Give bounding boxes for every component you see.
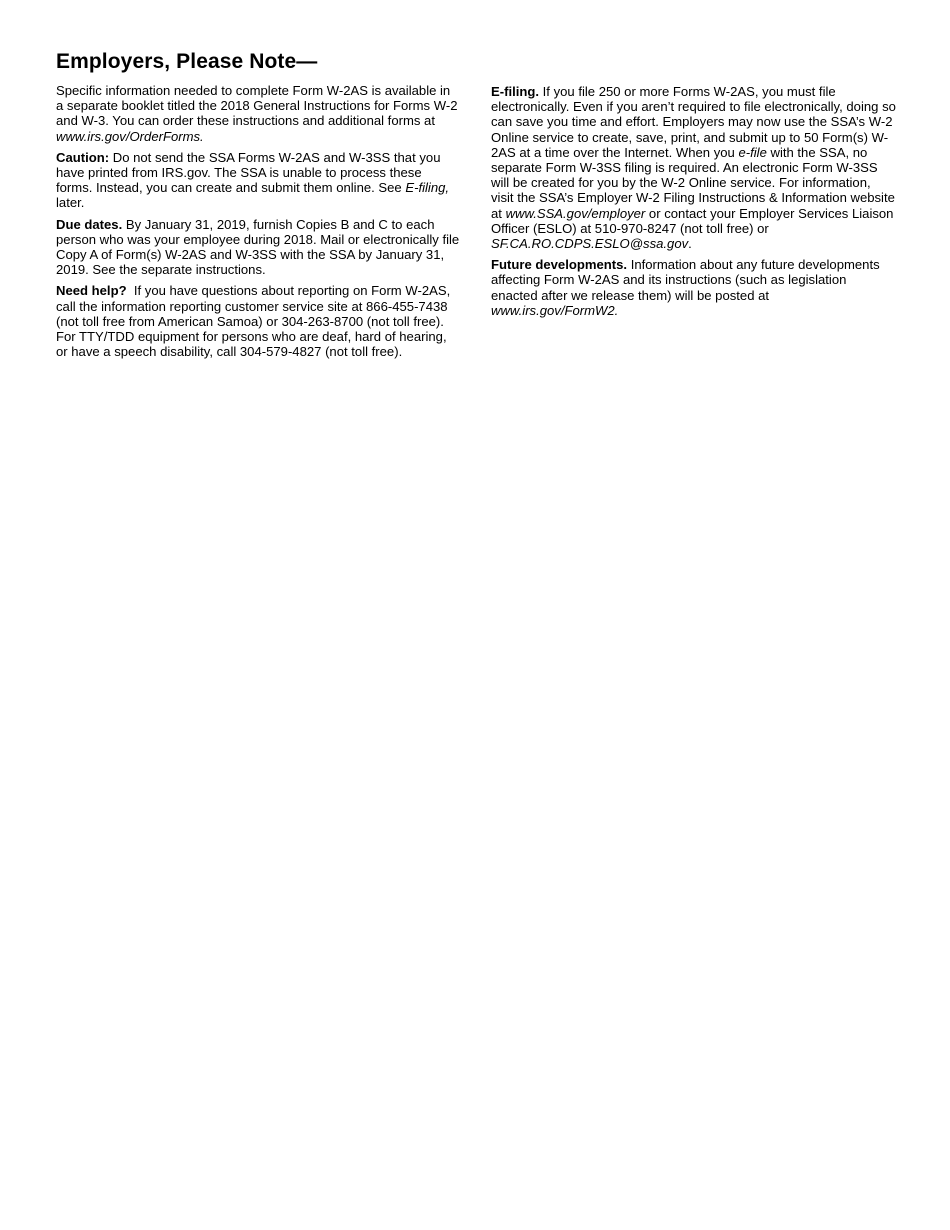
paragraph-text: later. [56, 195, 85, 211]
paragraph-text: or contact your Employer Services Liaison Officer (ESLO) at 510-970-8247 (not toll free) or [491, 205, 894, 236]
paragraph-text: By January 31, 2019, furnish Copies B and C to each person who was your employee during 2018. Mail or electronically file Copy A of Form(s) W-2AS and W-3SS with the SSA by January 31, 2019. See the separate instructions. [56, 216, 460, 278]
paragraph-heading: Caution: [56, 149, 110, 165]
paragraph-heading: Future developments. [491, 257, 628, 273]
order-forms-url: www.irs.gov/OrderForms. [56, 128, 204, 144]
paragraph-text: Specific information needed to complete Form W-2AS is available in a separate booklet titled the 2018 General Instructions for Forms W-2 and W-3. You can order these instructions and additional forms at [56, 83, 458, 129]
paragraph-text: . [688, 236, 692, 252]
paragraph-text: Information about any future developments affecting Form W-2AS and its instructions (such as legislation enacted after we release them) will be posted at [491, 257, 880, 303]
paragraph-text: Do not send the SSA Forms W-2AS and W-3SS that you have printed from IRS.gov. The SSA is unable to process these forms. Instead, you can create and submit them online. See [56, 149, 441, 196]
e-file-term: e-file [738, 144, 767, 160]
paragraph-caution [56, 150, 461, 211]
paragraph-heading: E-filing. [491, 84, 540, 99]
form-w2-url: www.irs.gov/FormW2. [491, 302, 619, 318]
paragraph-future-developments [491, 257, 896, 318]
paragraph-due-dates [56, 217, 461, 278]
paragraph-e-filing [491, 84, 896, 251]
left-column [56, 83, 461, 365]
paragraph-text: with the SSA, no separate Form W-3SS filing is required. An electronic Form W-3SS will be created for you by the W-2 Online service. For information, visit the SSA’s Employer W-2 Filing Instructions & Information website at [491, 144, 895, 221]
ssa-employer-url: www.SSA.gov/employer [505, 205, 646, 221]
paragraph-text: If you file 250 or more Forms W-2AS, you must file electronically. Even if you aren’t required to file electronically, doing so can save you time and effort. Employers may now use the SSA’s W-2 Online service to create, save, print, and submit up to 50 Form(s) W-2AS at a time over the Internet. When you [491, 84, 896, 160]
paragraph-heading: Due dates. [56, 216, 123, 232]
e-filing-reference: E-filing, [405, 180, 450, 196]
eslo-email: SF.CA.RO.CDPS.ESLO@ssa.gov [491, 236, 689, 252]
paragraph-specific-info [56, 83, 461, 144]
paragraph-heading: Need help? [56, 283, 127, 299]
right-column [491, 84, 896, 324]
page-title: Employers, Please Note— [56, 50, 318, 73]
paragraph-text: If you have questions about reporting on Form W-2AS, call the information reporting customer service site at 866-455-7438 (not toll free from American Samoa) or 304-263-8700 (not toll free). For TTY/TDD equipment for persons who are deaf, hard of hearing, or have a speech disability, call 304-579-4827 (not toll free). [56, 283, 454, 360]
paragraph-need-help [56, 283, 461, 359]
